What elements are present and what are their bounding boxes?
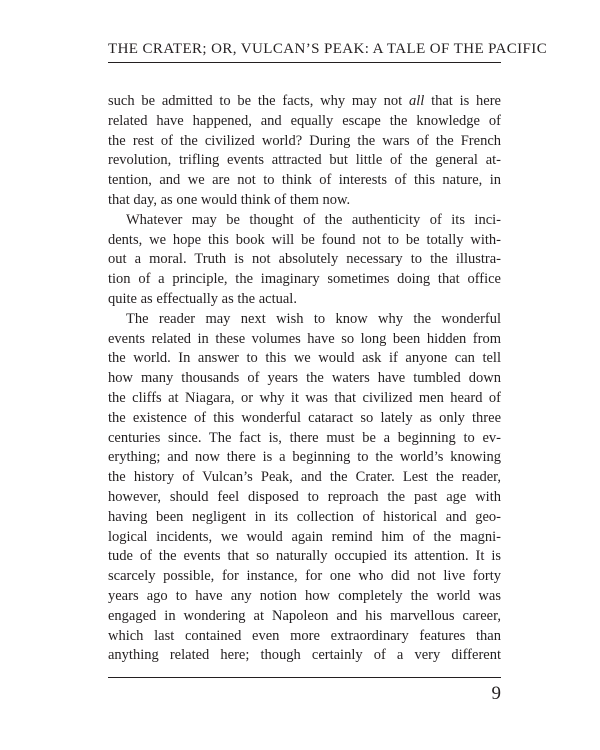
text-line: the world. In answer to this we would ask if anyone can tell (108, 350, 501, 367)
emphasis-all: all (408, 93, 425, 109)
text-line: that day, as one would think of them now. (108, 191, 351, 208)
page-number: 9 (491, 683, 501, 704)
text-line: related have happened, and equally escape the knowledge of (108, 112, 501, 129)
text-line: events related in these volumes have so long been hidden from (108, 330, 501, 347)
text-line: quite as effectually as the actual. (108, 290, 297, 307)
text-line: engaged in wondering at Napoleon and his marvellous career, (108, 607, 501, 624)
text-line: anything related here; though certainly of a very different (108, 647, 501, 664)
text-line: tion of a principle, the imaginary sometimes doing that office (108, 271, 501, 288)
text-line: the cliffs at Niagara, or why it was that civilized men heard of (108, 389, 501, 406)
running-head: THE CRATER; OR, VULCAN’S PEAK: A TALE OF THE PACIFIC (108, 41, 548, 57)
text-line: tude of the events that so naturally occupied its attention. It is (108, 548, 501, 565)
text-line: logical incidents, we would again remind him of the magni- (108, 528, 501, 545)
text-line: the existence of this wonderful cataract so lately as only three (108, 409, 501, 426)
header-rule (108, 62, 501, 63)
text-line: out a moral. Truth is not absolutely necessary to the illustra- (108, 251, 501, 268)
footer-rule (108, 677, 501, 678)
text-line: tention, and we are not to think of interests of this nature, in (108, 172, 501, 189)
text-line: however, should feel disposed to reproach the past age with (108, 488, 501, 505)
text-line: The reader may next wish to know why the wonderful (126, 310, 501, 327)
text-line: revolution, trifling events attracted but little of the general at- (108, 152, 501, 169)
body-text (108, 92, 501, 666)
text-line: centuries since. The fact is, there must be a beginning to ev- (108, 429, 501, 446)
text-line: the history of Vulcan’s Peak, and the Crater. Lest the reader, (108, 469, 501, 486)
text-line: such be admitted to be the facts, why may not all that is here (108, 93, 501, 109)
text-line: the rest of the civilized world? During the wars of the French (108, 132, 501, 149)
text-line: Whatever may be thought of the authenticity of its inci- (126, 211, 501, 228)
text-line: dents, we hope this book will be found not to be totally with- (108, 231, 501, 248)
text-line: years ago to have any notion how completely the world was (108, 587, 501, 604)
text-line: having been negligent in its collection of historical and geo- (108, 508, 501, 525)
text-line: scarcely possible, for instance, for one who did not live forty (108, 568, 501, 585)
text-line: which last contained even more extraordinary features than (108, 627, 501, 644)
text-line: how many thousands of years the waters have tumbled down (108, 370, 501, 387)
text-line: erything; and now there is a beginning to the world’s knowing (108, 449, 501, 466)
